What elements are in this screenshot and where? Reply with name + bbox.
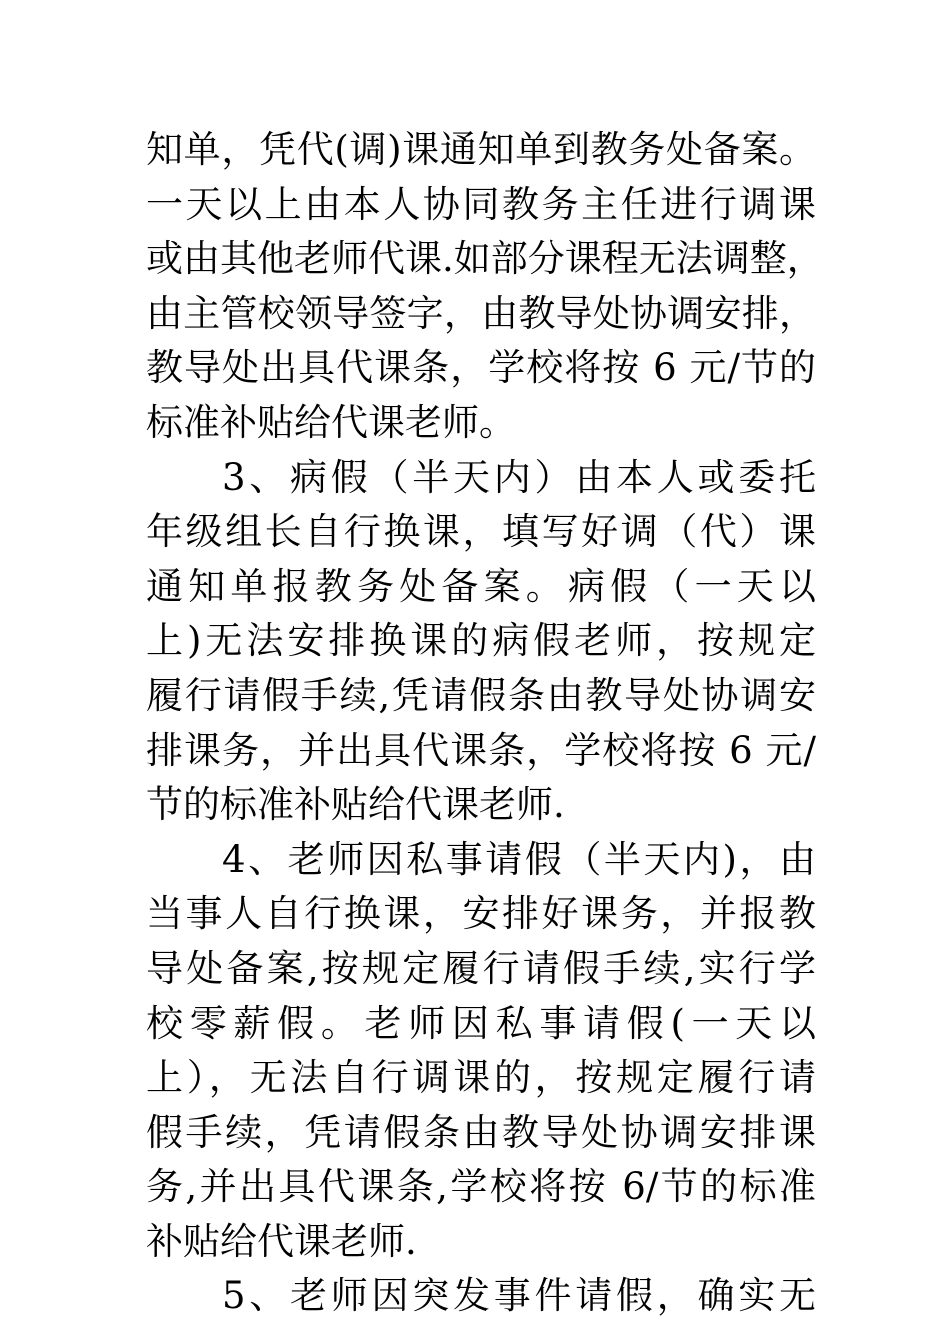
paragraph-start-line: 5、老师因突发事件请假，确实无 xyxy=(222,1274,816,1318)
text-line: 通知单报教务处备案。病假（一天以 xyxy=(146,564,816,608)
text-line: 务,并出具代课条,学校将按 6/节的标准 xyxy=(146,1165,816,1209)
text-line: 由主管校领导签字，由教导处协调安排， xyxy=(146,291,816,335)
text-line: 排课务，并出具代课条，学校将按 6 元/ xyxy=(146,728,816,772)
text-line: 知单，凭代(调)课通知单到教务处备案。 xyxy=(146,128,816,171)
text-line: 上），无法自行调课的，按规定履行请 xyxy=(146,1056,816,1100)
text-line: 教导处出具代课条，学校将按 6 元/节的 xyxy=(146,346,816,390)
text-line: 假手续，凭请假条由教导处协调安排课 xyxy=(146,1110,816,1154)
text-line: 年级组长自行换课，填写好调（代）课 xyxy=(146,510,816,554)
paragraph-start-line: 3、病假（半天内）由本人或委托 xyxy=(222,455,816,499)
text-line: 上)无法安排换课的病假老师，按规定 xyxy=(146,619,816,663)
text-line: 或由其他老师代课.如部分课程无法调整， xyxy=(146,237,824,281)
text-line: 节的标准补贴给代课老师. xyxy=(146,783,565,827)
text-line: 标准补贴给代课老师。 xyxy=(146,400,516,444)
text-line: 校零薪假。老师因私事请假(一天以 xyxy=(146,1001,816,1045)
text-line: 补贴给代课老师. xyxy=(146,1219,417,1263)
text-line: 当事人自行换课，安排好课务，并报教 xyxy=(146,892,816,936)
paragraph-start-line: 4、老师因私事请假（半天内)，由 xyxy=(222,837,816,881)
text-line: 导处备案,按规定履行请假手续,实行学 xyxy=(146,946,816,990)
body-text xyxy=(146,123,824,1324)
text-line: 一天以上由本人协同教务主任进行调课 xyxy=(146,182,816,226)
text-line: 履行请假手续,凭请假条由教导处协调安 xyxy=(146,673,816,717)
